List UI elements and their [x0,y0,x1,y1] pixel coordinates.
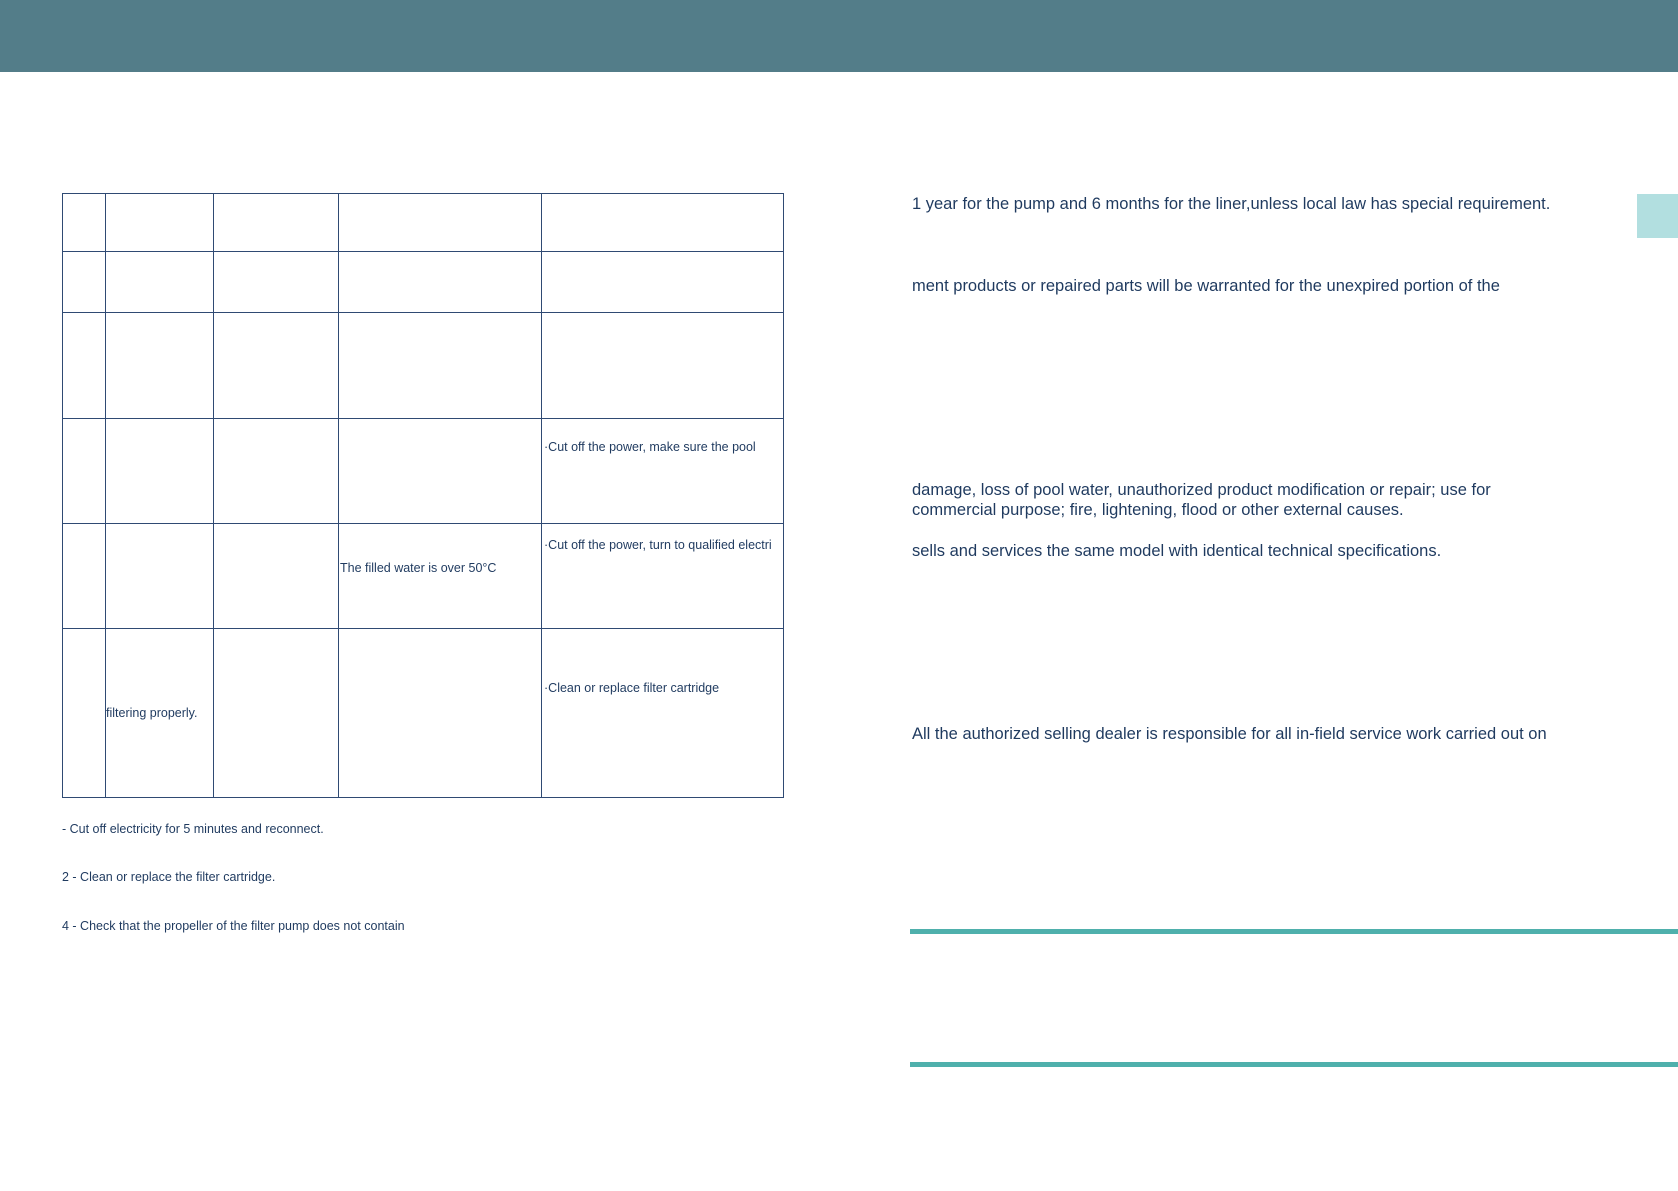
table-cell [339,252,542,313]
table-cell [63,194,106,252]
table-cell [63,252,106,313]
table-cell [542,194,784,252]
table-cell [106,419,214,524]
table-cell [214,629,339,798]
table-cell [106,524,214,629]
table-cell [542,252,784,313]
table-cell: ·Cut off the power, make sure the pool [542,419,784,524]
table-row [63,194,784,252]
table-cell [339,629,542,798]
table-cell [63,524,106,629]
table-cell [214,524,339,629]
table-cell [339,194,542,252]
section-tab-marker [1637,194,1678,238]
table-row [63,419,784,524]
table-cell [339,313,542,419]
table-cell [214,252,339,313]
table-cell: ·Cut off the power, turn to qualified electri [542,524,784,629]
solution-text: Cut off the power, make sure the pool [548,440,756,454]
table-cell [214,419,339,524]
maintenance-note: 2 - Clean or replace the filter cartridge. [62,870,276,884]
table-cell [106,629,214,798]
table-cell [106,194,214,252]
warranty-period-text: 1 year for the pump and 6 months for the liner,unless local law has special requirement. [912,195,1551,213]
maintenance-note: 4 - Check that the propeller of the filter pump does not contain [62,919,405,933]
cause-text: The filled water is over 50°C [340,561,497,575]
solution-text: Cut off the power, turn to qualified electri [548,538,772,552]
same-model-text: sells and services the same model with identical technical specifications. [912,542,1442,560]
exclusions-text-line1: damage, loss of pool water, unauthorized product modification or repair; use for [912,481,1491,499]
divider-rule [910,1062,1678,1067]
table-row [63,629,784,798]
troubleshooting-table [62,193,784,798]
table-cell: ·Clean or replace filter cartridge [542,629,784,798]
table-cell [214,194,339,252]
table-cell [339,419,542,524]
table-cell [63,629,106,798]
table-row [63,524,784,629]
replacement-parts-text: ment products or repaired parts will be warranted for the unexpired portion of the [912,277,1500,295]
table-cell [214,313,339,419]
header-bar [0,0,1678,72]
solution-text: Clean or replace filter cartridge [548,681,720,695]
table-cell [63,419,106,524]
problem-text: filtering properly. [106,706,198,720]
table-cell [542,313,784,419]
table-cell [339,524,542,629]
table-cell [63,313,106,419]
table-cell [106,252,214,313]
dealer-service-text: All the authorized selling dealer is responsible for all in-field service work carried out on [912,725,1547,743]
exclusions-text-line2: commercial purpose; fire, lightening, flood or other external causes. [912,501,1404,519]
table-row [63,252,784,313]
table-row [63,313,784,419]
maintenance-note: - Cut off electricity for 5 minutes and reconnect. [62,822,324,836]
table-cell [106,313,214,419]
divider-rule [910,929,1678,934]
